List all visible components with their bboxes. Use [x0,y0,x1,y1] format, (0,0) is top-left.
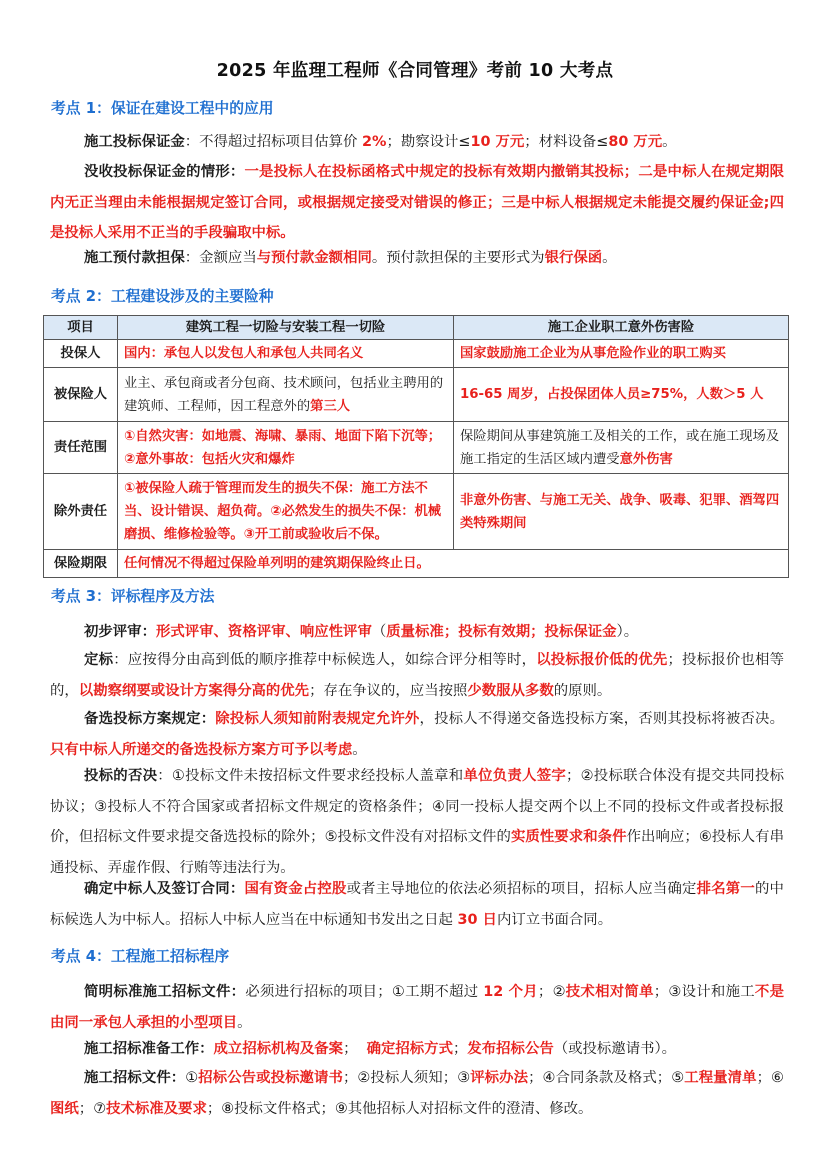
term-label: 施工预付款担保 [84,250,185,266]
table-cell: ①被保险人疏于管理而发生的损失不保：施工方法不当、设计错误、超负荷。②必然发生的损失不保：机械磨损、维修检验等。③开工前或验收后不保。 [118,474,454,550]
highlight: 与预付款金额相同 [256,250,372,266]
highlight: 图纸 [50,1100,79,1117]
section-4-paragraph-2 [50,1034,784,1065]
text: 或者主导地位的依法必须招标的项目，招标人应当确定 [346,881,697,897]
highlight: 形式评审、资格评审、响应性评审 [155,624,372,640]
term-label: 施工招标准备工作： [84,1041,214,1057]
page-title: 2025 年监理工程师《合同管理》考前 10 大考点 [216,61,614,81]
text: 。 [662,134,677,150]
highlight: 只有中标人所递交的备选投标方案方可予以考虑 [50,741,353,758]
table-header: 施工企业职工意外伤害险 [454,316,789,340]
table-cell: 任何情况不得超过保险单列明的建筑期保险终止日。 [118,550,789,578]
text: ；②投标联合体没有提交共同投标协议；③投标人不符合国家或者招标文件规定的资格条件；④同一投标人提交两个以上不同的投标文件或者投标报价，但招标文件要求提交备选投标的除外；⑤投标文件没有对招标文件的 [50,768,785,845]
section-4-heading: 考点 4：工程施工招标程序 [51,948,230,965]
text: ；勘察设计≤ [386,134,471,150]
highlight: 评标办法 [470,1070,529,1086]
text: ；投标报价也相等的， [50,652,784,699]
section-1-paragraph-1 [50,127,784,158]
section-4-paragraph-1 [50,977,784,1038]
section-3-heading: 考点 3：评标程序及方法 [51,588,215,605]
text: 内订立书面合同。 [496,911,613,928]
table-cell: ①自然灾害：如地震、海啸、暴雨、地面下陷下沉等；②意外事故：包括火灾和爆炸 [118,422,454,474]
highlight: 成立招标机构及备案 [213,1041,344,1057]
text: ：①投标文件未按招标文件要求经投标人盖章和 [157,768,464,784]
row-key: 责任范围 [44,422,118,474]
text: 。预付款担保的主要形式为 [371,250,545,266]
section-2-heading: 考点 2：工程建设涉及的主要险种 [51,288,274,305]
highlight: 技术标准及要求 [106,1100,207,1117]
text: ；存在争议的，应当按照 [309,682,468,699]
section-1-heading: 考点 1：保证在建设工程中的应用 [51,100,274,117]
highlight: 单位负责人签字 [463,768,566,784]
text: ；⑧投标文件格式；⑨其他招标人对招标文件的澄清、修改。 [206,1100,593,1117]
section-3-paragraph-1 [50,617,784,648]
text: 。 [237,1014,252,1031]
insurance-table [43,315,789,578]
text: ① [185,1070,199,1086]
text: ； [343,1041,367,1057]
section-1-paragraph-3 [50,243,784,274]
highlight: 技术相对简单 [565,984,654,1000]
term-label: 简明标准施工招标文件： [84,984,246,1000]
term-label: 施工招标文件： [84,1070,186,1086]
term-label: 备选投标方案规定： [84,711,216,727]
highlight: 发布招标公告 [467,1041,554,1057]
term-label: 没收投标保证金的情形： [84,164,245,180]
text: 。 [602,250,617,266]
text: ；②投标人须知；③ [342,1070,471,1086]
table-row [44,474,789,550]
row-key: 除外责任 [44,474,118,550]
highlight: 不是由同一承包人承担的小型项目 [50,984,784,1031]
table-header-row [44,316,789,340]
highlight: 招标公告或投标邀请书 [198,1070,343,1086]
section-3-paragraph-3 [50,704,784,765]
highlight: 排名第一 [696,881,755,897]
table-cell: 16-65 周岁，占投保团体人员≥75%，人数＞5 人 [454,368,789,422]
table-cell [118,368,454,422]
term-label: 施工投标保证金 [84,134,185,150]
text: ：金额应当 [184,250,257,266]
table-row [44,340,789,368]
section-3-paragraph-5 [50,874,784,935]
table-row [44,368,789,422]
highlight: 实质性要求和条件 [510,829,627,845]
text: 保险期间从事建筑施工及相关的工作，或在施工现场及施工指定的生活区域内遭受 [460,428,780,467]
term-label: 确定中标人及签订合同： [84,881,245,897]
highlight: 确定招标方式 [366,1041,453,1057]
table-row [44,422,789,474]
text: 。 [352,741,367,758]
highlight: 少数服从多数 [467,682,554,699]
table-cell: 国家鼓励施工企业为从事危险作业的职工购买 [454,340,789,368]
highlight: 工程量清单 [684,1070,757,1086]
table-cell [454,422,789,474]
table-header: 项目 [44,316,118,340]
text: 业主、承包商或者分包商、技术顾问，包括业主聘用的建筑师、工程师，因工程意外的 [124,375,444,414]
text: ；⑥ [756,1070,784,1086]
highlight: 银行保函 [544,250,603,266]
term-label: 投标的否决 [84,768,158,784]
highlight: 2% [362,134,387,150]
text: 作出响应；⑥投标人有串通投标、弄虚作假、行贿等违法行为。 [50,829,784,876]
text: ；④合同条款及格式；⑤ [528,1070,685,1086]
highlight: 30 日 [457,911,497,928]
highlight: 12 个月 [483,984,538,1000]
text: ；材料设备≤ [524,134,609,150]
text: 的原则。 [553,682,612,699]
table-cell: 国内：承包人以发包人和承包人共同名义 [118,340,454,368]
text: ；② [537,984,566,1000]
table-cell: 非意外伤害、与施工无关、战争、吸毒、犯罪、酒驾四类特殊期间 [454,474,789,550]
term-label: 初步评审： [84,624,156,640]
highlight: 除投标人须知前附表规定允许外 [215,711,420,727]
table-header: 建筑工程一切险与安装工程一切险 [118,316,454,340]
row-key: 被保险人 [44,368,118,422]
text: 的中标候选人为中标人。招标人中标人应当在中标通知书发出之日起 [50,881,784,928]
highlight: 第三人 [310,398,351,414]
highlight: 80 万元 [608,134,663,150]
highlight: 以投标报价低的优先 [536,652,668,668]
text: ）。 [616,624,639,640]
text: ：应按得分由高到低的顺序推荐中标候选人，如综合评分相等时， [113,652,537,668]
text: ；⑦ [78,1100,107,1117]
text: ，投标人不得递交备选投标方案，否则其投标将被否决。 [419,711,784,727]
section-3-paragraph-2 [50,645,784,706]
table-row [44,550,789,578]
highlight: 一是投标人在投标函格式中规定的投标有效期内撤销其投标；二是中标人在规定期限内无正当理由未能根据规定签订合同，或根据规定接受对错误的修正；三是中标人根据规定未能提交履约保证金;四是投标人采用不正当的手段骗取中标。 [50,164,784,241]
highlight: 意外伤害 [619,451,673,467]
highlight: 国有资金占控股 [244,881,347,897]
term-label: 定标 [84,652,114,668]
highlight: 质量标准；投标有效期；投标保证金 [386,624,617,640]
section-4-paragraph-3 [50,1063,784,1124]
row-key: 投保人 [44,340,118,368]
highlight: 以勘察纲要或设计方案得分高的优先 [78,682,310,699]
section-1-paragraph-2 [50,157,784,249]
row-key: 保险期限 [44,550,118,578]
text: ； [452,1041,468,1057]
text: 必须进行招标的项目；①工期不超过 [245,984,484,1000]
text: （或投标邀请书）。 [553,1041,677,1057]
text: ；③设计和施工 [653,984,755,1000]
section-3-paragraph-4 [50,761,784,883]
text: ：不得超过招标项目估算价 [184,134,363,150]
highlight: 10 万元 [470,134,525,150]
text: （ [371,624,387,640]
